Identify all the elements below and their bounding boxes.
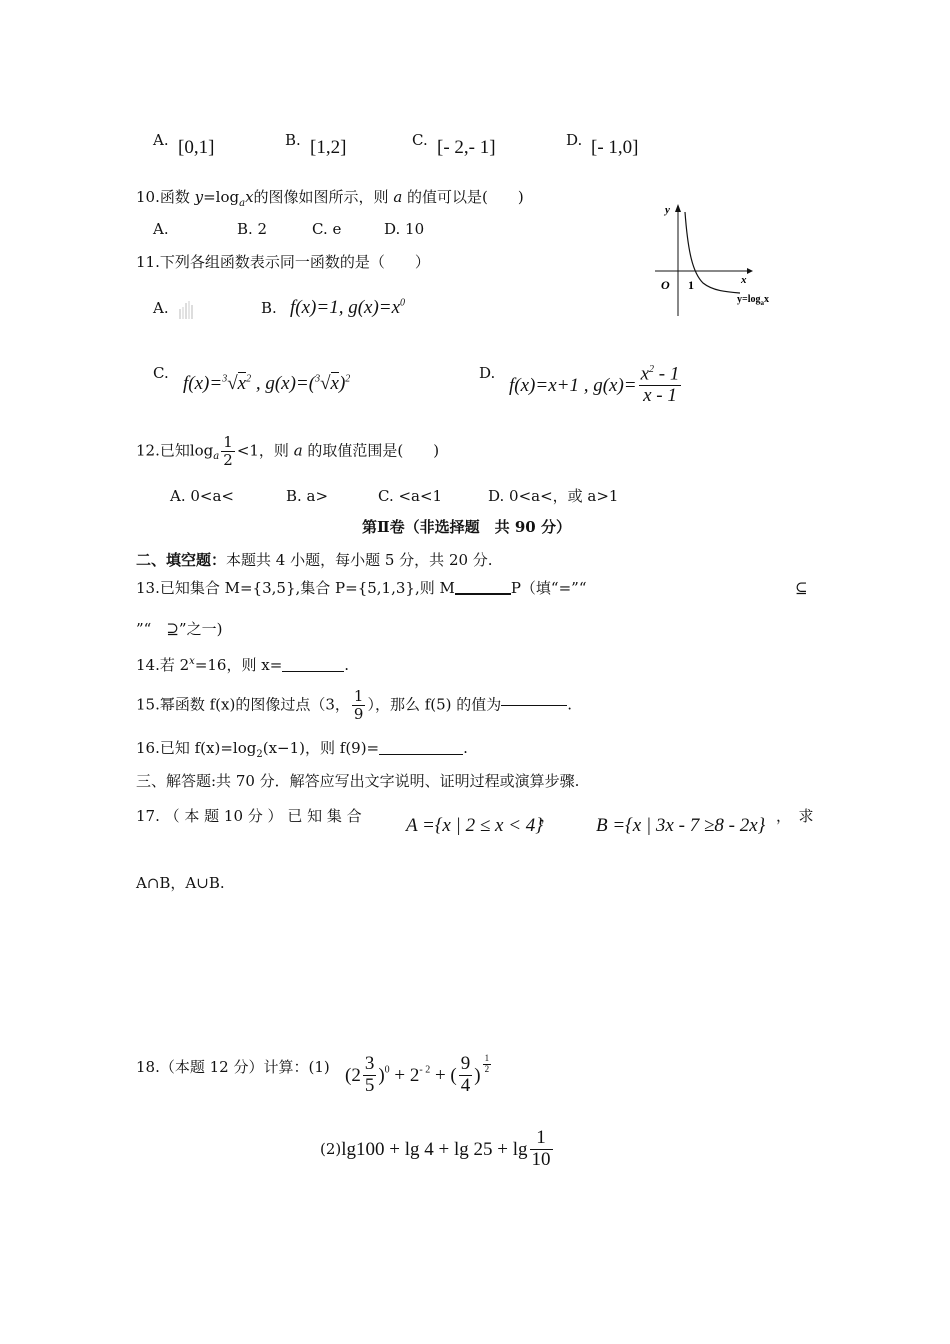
y-axis-arrow [675,204,681,212]
q12-option-a: A. 0<a< [170,487,234,505]
q12-stem: 12.已知$\log_a$ $\frac{1}{2}$ <1，则 a 的取值范围是( ) [136,433,440,469]
q10-option-d: D. 10 [384,220,425,238]
q9-option-c-label: C. [412,131,428,149]
q18-part1-expr: (2 $\frac{3}{5}$ )$^0 + 2^{- 2}$ + ( $\frac{9}{4}$ ) $\frac{1}{2}$ [345,1053,490,1096]
x-axis-arrow [747,268,753,274]
q10-option-a: A. [153,220,169,238]
q13-line1: 13.已知集合 M={3,5},集合 P={5,1,3},则 M P（填“=”“ [136,579,587,597]
q12-option-c: C. <a<1 [378,487,443,505]
q12-option-b: B. a> [286,487,329,505]
solve-heading: 三、解答题:共 70 分．解答应写出文字说明、证明过程或演算步骤. [136,772,580,790]
x-axis-label: x [741,274,747,286]
q10-stem: 10.函数 $y=\log_ax$的图像如图所示，则 a 的值可以是( ) [136,188,524,209]
q12-option-d: D. 0<a<，或 a>1 [488,487,619,505]
log-function-graph [645,198,785,318]
q18-text: 18.（本题 12 分）计算：(1) [136,1058,330,1076]
q10-option-c: C. e [312,220,342,238]
q9-option-c-value: [- 2,- 1] [437,137,496,158]
q17-tail: ， 求 [776,807,814,825]
q9-option-d-value: [- 1,0] [591,137,639,158]
q15: 15.幂函数 f(x)的图像过点（3， $\frac{1}{9}$ ），那么 f(5) 的值为 . [136,687,573,723]
q9-option-d-label: D. [566,131,583,149]
q9-option-a-value: [0,1] [178,137,215,158]
fill-in-heading: 二、填空题：本题共 4 小题，每小题 5 分，共 20 分. [136,551,493,569]
q9-option-a-label: A. [153,131,169,149]
q11-option-a-broken-image [178,299,194,321]
q9-option-b-label: B. [285,131,301,149]
q11-option-b-expr: f(x)=1, $g(x)=x^0$ [290,297,406,318]
section-2-title: 第Ⅱ卷（非选择题 共 90 分） [362,518,571,536]
q13-line2: ”“ ⊇”之一) [136,620,223,638]
q10-option-b: B. 2 [237,220,268,238]
q17-set-a: A ={x | 2 ≤ x < 4} [406,815,543,836]
q9-option-b-value: [1,2] [310,137,347,158]
q11-option-d-label: D. [479,364,496,382]
q11-option-a-label: A. [153,299,169,317]
q11-option-b-label: B. [261,299,277,317]
q11-option-d-expr: f(x)=x+1 , g(x)= $\frac{x^2 - 1}{x - 1}$ [509,363,680,407]
q13-subseteq-symbol: ⊆ [795,579,808,597]
q17-text: 17. （ 本 题 10 分 ） 已 知 集 合 [136,807,362,825]
y-axis-label: y [665,204,670,216]
origin-label: O [661,278,670,292]
q11-option-c-expr: $f(x)=^3√x^2$ , $g(x)=(^3√x)^2$ [183,373,351,394]
q18-part2-expr: (2)lg100 + lg 4 + lg 25 + lg $\frac{1}{10}$ [320,1127,551,1170]
q11-option-c-label: C. [153,364,169,382]
q17-set-b: B ={x | 3x - 7 ≥8 - 2x} [596,815,766,836]
q14: 14.若 $2^x=16$，则 x= . [136,656,350,674]
tick-one-label: 1 [688,278,694,292]
curve-label: $y=\log_ax$ [737,294,769,307]
q16: 16.已知 $f(x)=\log_2(x-1)$，则 f(9)= . [136,739,468,760]
q17-line2: A∩B，A∪B. [136,874,225,892]
q11-stem: 11.下列各组函数表示同一函数的是（ ） [136,253,430,271]
q17-comma: ， [540,807,556,825]
